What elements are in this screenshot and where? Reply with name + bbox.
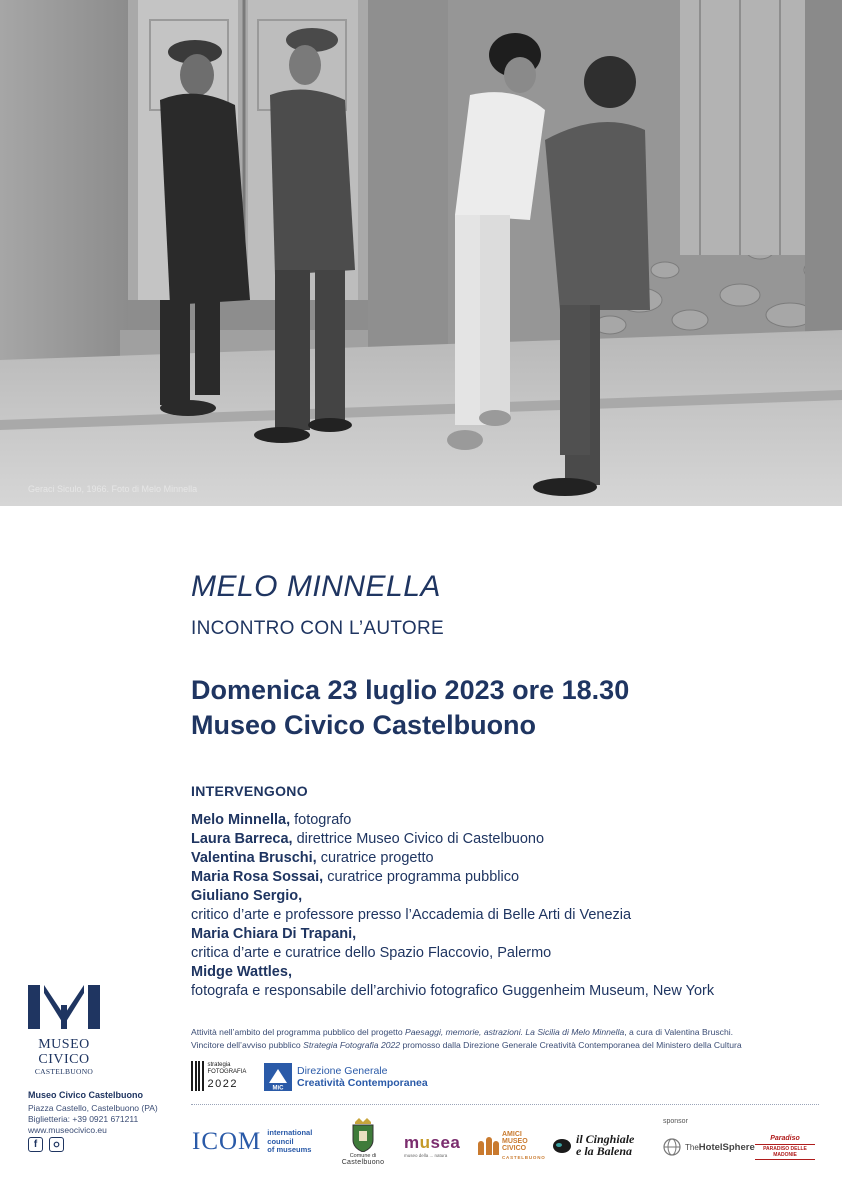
- speaker-name: Laura Barreca,: [191, 831, 293, 847]
- instagram-icon[interactable]: [49, 1137, 64, 1152]
- speaker-name: Midge Wattles,: [191, 964, 292, 980]
- musea-letter: u: [419, 1133, 431, 1152]
- facebook-icon[interactable]: f: [28, 1137, 43, 1152]
- amici-line2: MUSEO: [502, 1138, 528, 1145]
- comune-line2: Castelbuono: [341, 1159, 385, 1166]
- cinghiale-line1: il Cinghiale: [576, 1132, 635, 1146]
- speaker-role: critico d’arte e professore presso l’Accademia di Belle Arti di Venezia: [191, 907, 632, 923]
- speaker-role: fotografa e responsabile dell’archivio fotografico Guggenheim Museum, New York: [191, 983, 715, 999]
- musea-subtitle: museo della ... natura: [404, 1153, 448, 1158]
- event-title: MELO MINNELLA: [191, 570, 441, 603]
- logo-line-museo: MUSEO: [38, 1037, 90, 1052]
- mic-line1: Direzione Generale: [297, 1065, 388, 1077]
- note-text: , a cura di Valentina Bruschi.: [624, 1027, 734, 1037]
- speaker-role: fotografo: [294, 812, 352, 828]
- mic-logo: [264, 1063, 428, 1091]
- street-scene-photo: [0, 0, 842, 506]
- note-text: promosso dalla Direzione Generale Creatività Contemporanea del Ministero della Cultura: [400, 1040, 742, 1050]
- barcode-mark-icon: [191, 1061, 204, 1091]
- social-links: [28, 1137, 64, 1152]
- speaker-name: Giuliano Sergio,: [191, 888, 303, 904]
- note-text: Attività nell’ambito del programma pubblico del progetto: [191, 1027, 406, 1037]
- icom-line1: international: [267, 1128, 313, 1138]
- event-subtitle: INCONTRO CON L’AUTORE: [191, 618, 444, 639]
- mic-line2: Creatività Contemporanea: [297, 1077, 428, 1089]
- paradiso-head: Paradiso: [770, 1135, 800, 1142]
- museo-civico-logo: [28, 985, 100, 1077]
- mic-label: MiC: [272, 1085, 284, 1091]
- speaker-item: [191, 963, 821, 1001]
- note-program-title: Strategia Fotografia 2022: [303, 1040, 401, 1050]
- musea-letters: sea: [430, 1133, 461, 1152]
- note-text: Vincitore dell’avviso pubblico: [191, 1040, 304, 1050]
- hotelsphere-logo: [663, 1138, 755, 1156]
- icom-line3: of museums: [267, 1145, 312, 1155]
- speaker-name: Maria Chiara Di Trapani,: [191, 926, 357, 942]
- event-date-time: Domenica 23 luglio 2023 ore 18.30: [191, 675, 630, 705]
- comune-castelbuono-logo: [337, 1118, 389, 1166]
- photo-caption: Geraci Siculo, 1966. Foto di Melo Minnella: [28, 484, 198, 494]
- event-info: [191, 568, 821, 1001]
- cinghiale-line2: e la Balena: [576, 1144, 632, 1158]
- speaker-item: [191, 887, 821, 925]
- event-venue: Museo Civico Castelbuono: [191, 710, 537, 740]
- speaker-role: direttrice Museo Civico di Castelbuono: [296, 831, 545, 847]
- musea-logo: [404, 1133, 460, 1158]
- speaker-item: [191, 830, 821, 849]
- museum-phone: Biglietteria: +39 0921 671211: [28, 1114, 139, 1124]
- speaker-item: [191, 811, 821, 830]
- speaker-item: [191, 925, 821, 963]
- hotel-prefix: The: [685, 1142, 699, 1152]
- speaker-item: [191, 868, 821, 887]
- speaker-name: Valentina Bruschi,: [191, 850, 317, 866]
- note-project-title: Paesaggi, memorie, astrazioni. La Sicilia di Melo Minnella: [405, 1027, 625, 1037]
- speaker-name: Maria Rosa Sossai,: [191, 869, 324, 885]
- amici-museo-logo: [478, 1131, 546, 1161]
- strategia-line2: FOTOGRAFIA: [207, 1069, 247, 1075]
- amici-arch-icon: [478, 1137, 499, 1155]
- icom-logo: [192, 1128, 312, 1156]
- speakers-list: [191, 811, 821, 1001]
- cover-photo: [0, 0, 842, 506]
- project-note: [191, 1026, 826, 1052]
- speaker-role: curatrice progetto: [320, 850, 434, 866]
- speaker-role: curatrice programma pubblico: [327, 869, 520, 885]
- speakers-heading: INTERVENGONO: [191, 783, 308, 799]
- globe-icon: [663, 1138, 681, 1156]
- speaker-role: critica d’arte e curatrice dello Spazio Flaccovio, Palermo: [191, 945, 552, 961]
- strategia-year: 2022: [207, 1078, 238, 1090]
- strategia-line1: strategia: [207, 1062, 231, 1068]
- museum-name: Museo Civico Castelbuono: [28, 1090, 144, 1100]
- speaker-item: [191, 849, 821, 868]
- paradiso-madonie-logo: [755, 1135, 815, 1160]
- museum-address: Piazza Castello, Castelbuono (PA): [28, 1103, 158, 1113]
- museum-website[interactable]: www.museocivico.eu: [28, 1125, 107, 1135]
- museum-contact: [28, 1090, 158, 1136]
- amici-line3: CIVICO: [502, 1145, 527, 1152]
- icom-word: ICOM: [192, 1128, 262, 1155]
- speaker-name: Melo Minnella,: [191, 812, 291, 828]
- amici-town: CASTELBUONO: [502, 1155, 546, 1160]
- logo-line-civico: CIVICO: [38, 1052, 90, 1067]
- cinghiale-balena-logo: [552, 1133, 634, 1157]
- coat-of-arms-icon: [350, 1118, 376, 1152]
- boar-whale-icon: [552, 1136, 572, 1154]
- strategia-fotografia-logo: [191, 1061, 246, 1091]
- mic-emblem-icon: [264, 1063, 292, 1091]
- logo-line-castelbuono: CASTELBUONO: [34, 1067, 94, 1076]
- divider: [191, 1104, 819, 1105]
- museum-m-mark-icon: [28, 985, 100, 1029]
- icom-line2: council: [267, 1136, 294, 1146]
- amici-line1: AMICI: [502, 1131, 522, 1138]
- musea-letter: m: [404, 1133, 420, 1152]
- sponsor-label: sponsor: [663, 1118, 688, 1125]
- hotel-name: HotelSphere: [698, 1141, 755, 1153]
- paradiso-text: PARADISO DELLE MADONIE: [755, 1144, 815, 1160]
- comune-line1: Comune di: [349, 1153, 377, 1159]
